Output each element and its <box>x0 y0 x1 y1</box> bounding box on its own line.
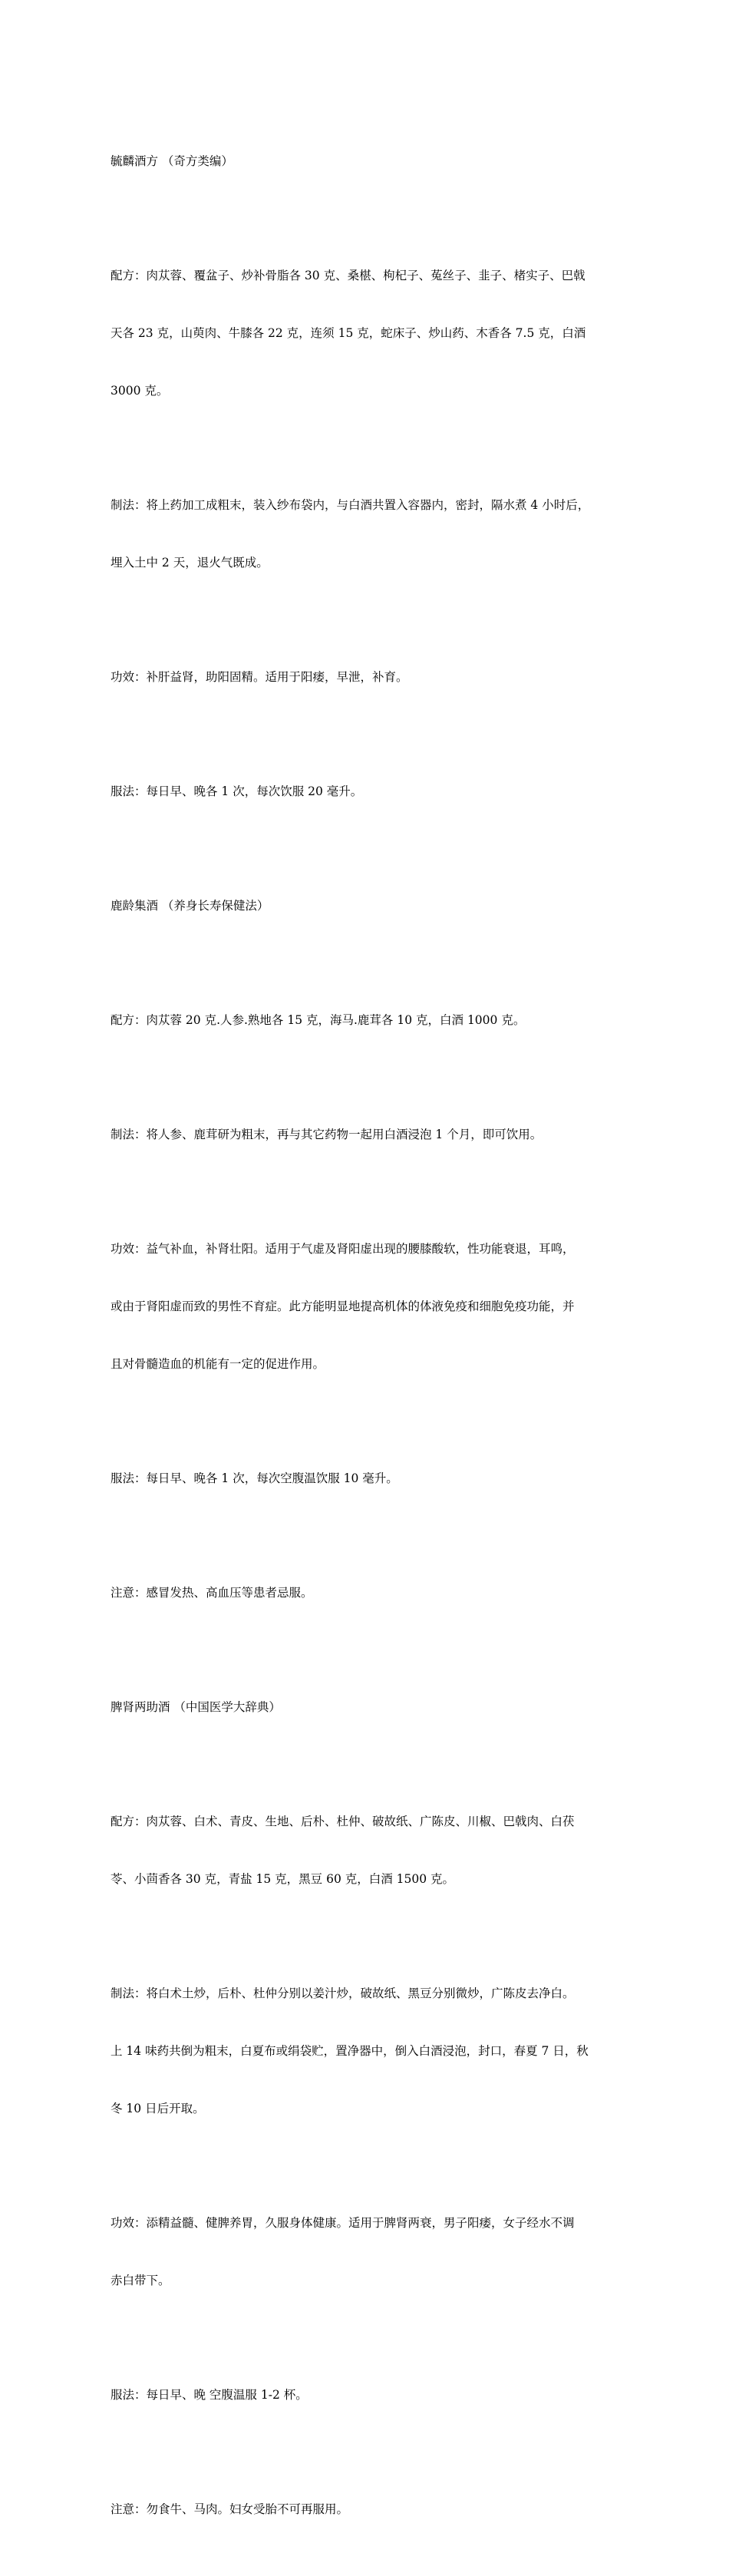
text-line: 埋入土中 2 天，退火气既成。 <box>111 556 269 570</box>
effect-paragraph <box>111 1201 631 1412</box>
dosage-paragraph <box>111 2347 631 2443</box>
text-line: 上 14 味药共倒为粗末，白夏布或绢袋贮，置净器中，倒入白酒浸泡，封口，春夏 7 日，秋 <box>111 2044 589 2058</box>
text-line: 服法：每日早、晚 空腹温服 1-2 杯。 <box>111 2388 308 2402</box>
ingredients-paragraph <box>111 973 631 1068</box>
recipe-title <box>111 858 631 954</box>
preparation-paragraph <box>111 1087 631 1183</box>
text-line: 注意：勿食牛、马肉。妇女受胎不可再服用。 <box>111 2502 349 2516</box>
text-line: 功效：益气补血，补肾壮阳。适用于气虚及肾阳虚出现的腰膝酸软，性功能衰退，耳鸣， <box>111 1242 575 1256</box>
text-line: 配方：肉苁蓉 20 克.人参.熟地各 15 克，海马.鹿茸各 10 克，白酒 1000 克。 <box>111 1013 526 1027</box>
caution-paragraph <box>111 2462 631 2558</box>
preparation-paragraph <box>111 1946 631 2157</box>
text-line: 配方：肉苁蓉、白术、青皮、生地、后朴、杜仲、破故纸、广陈皮、川椒、巴戟肉、白茯 <box>111 1815 575 1828</box>
ingredients-paragraph <box>111 1774 631 1927</box>
text-line: 或由于肾阳虚而致的男性不育症。此方能明显地提高机体的体液免疫和细胞免疫功能，并 <box>111 1300 575 1313</box>
caution-paragraph <box>111 1545 631 1641</box>
text-line: 天各 23 克，山萸肉、牛膝各 22 克，连须 15 克，蛇床子、炒山药、木香各 7.5 克，白酒 <box>111 326 586 340</box>
document-page <box>111 114 631 2576</box>
text-line: 服法：每日早、晚各 1 次，每次空腹温饮服 10 毫升。 <box>111 1471 398 1485</box>
text-line: 制法：将人参、鹿茸研为粗末，再与其它药物一起用白酒浸泡 1 个月，即可饮用。 <box>111 1128 543 1141</box>
text-line: 制法：将上药加工成粗末，装入纱布袋内，与白酒共置入容器内，密封，隔水煮 4 小时后， <box>111 498 590 512</box>
text-line: 注意：感冒发热、高血压等患者忌服。 <box>111 1586 313 1600</box>
text-line: 3000 克。 <box>111 384 169 398</box>
text-line: 制法：将白术土炒，后朴、杜仲分别以姜汁炒，破故纸、黑豆分别微炒，广陈皮去净白。 <box>111 1986 575 2000</box>
text-line: 毓麟酒方 （奇方类编） <box>111 154 233 168</box>
ingredients-paragraph <box>111 228 631 439</box>
text-line: 功效：补肝益肾，助阳固精。适用于阳痿，早泄，补育。 <box>111 670 408 684</box>
text-line: 且对骨髓造血的机能有一定的促进作用。 <box>111 1357 325 1371</box>
effect-paragraph <box>111 2175 631 2329</box>
text-line: 鹿龄集酒 （养身长寿保健法） <box>111 899 269 913</box>
text-line: 脾肾两助酒 （中国医学大辞典） <box>111 1700 281 1714</box>
dosage-paragraph <box>111 744 631 840</box>
text-line: 服法：每日早、晚各 1 次，每次饮服 20 毫升。 <box>111 784 363 798</box>
text-line: 赤白带下。 <box>111 2274 170 2287</box>
text-line: 冬 10 日后开取。 <box>111 2102 205 2115</box>
preparation-paragraph <box>111 457 631 611</box>
text-line: 苓、小茴香各 30 克，青盐 15 克，黑豆 60 克，白酒 1500 克。 <box>111 1872 455 1886</box>
dosage-paragraph <box>111 1431 631 1527</box>
text-line: 配方：肉苁蓉、覆盆子、炒补骨脂各 30 克、桑椹、枸杞子、菟丝子、韭子、楮实子、巴戟 <box>111 269 586 282</box>
recipe-title <box>111 1660 631 1755</box>
effect-paragraph <box>111 629 631 725</box>
recipe-title <box>111 114 631 210</box>
text-line: 功效：添精益髓、健脾养胃，久服身体健康。适用于脾肾两衰，男子阳痿，女子经水不调 <box>111 2216 575 2230</box>
